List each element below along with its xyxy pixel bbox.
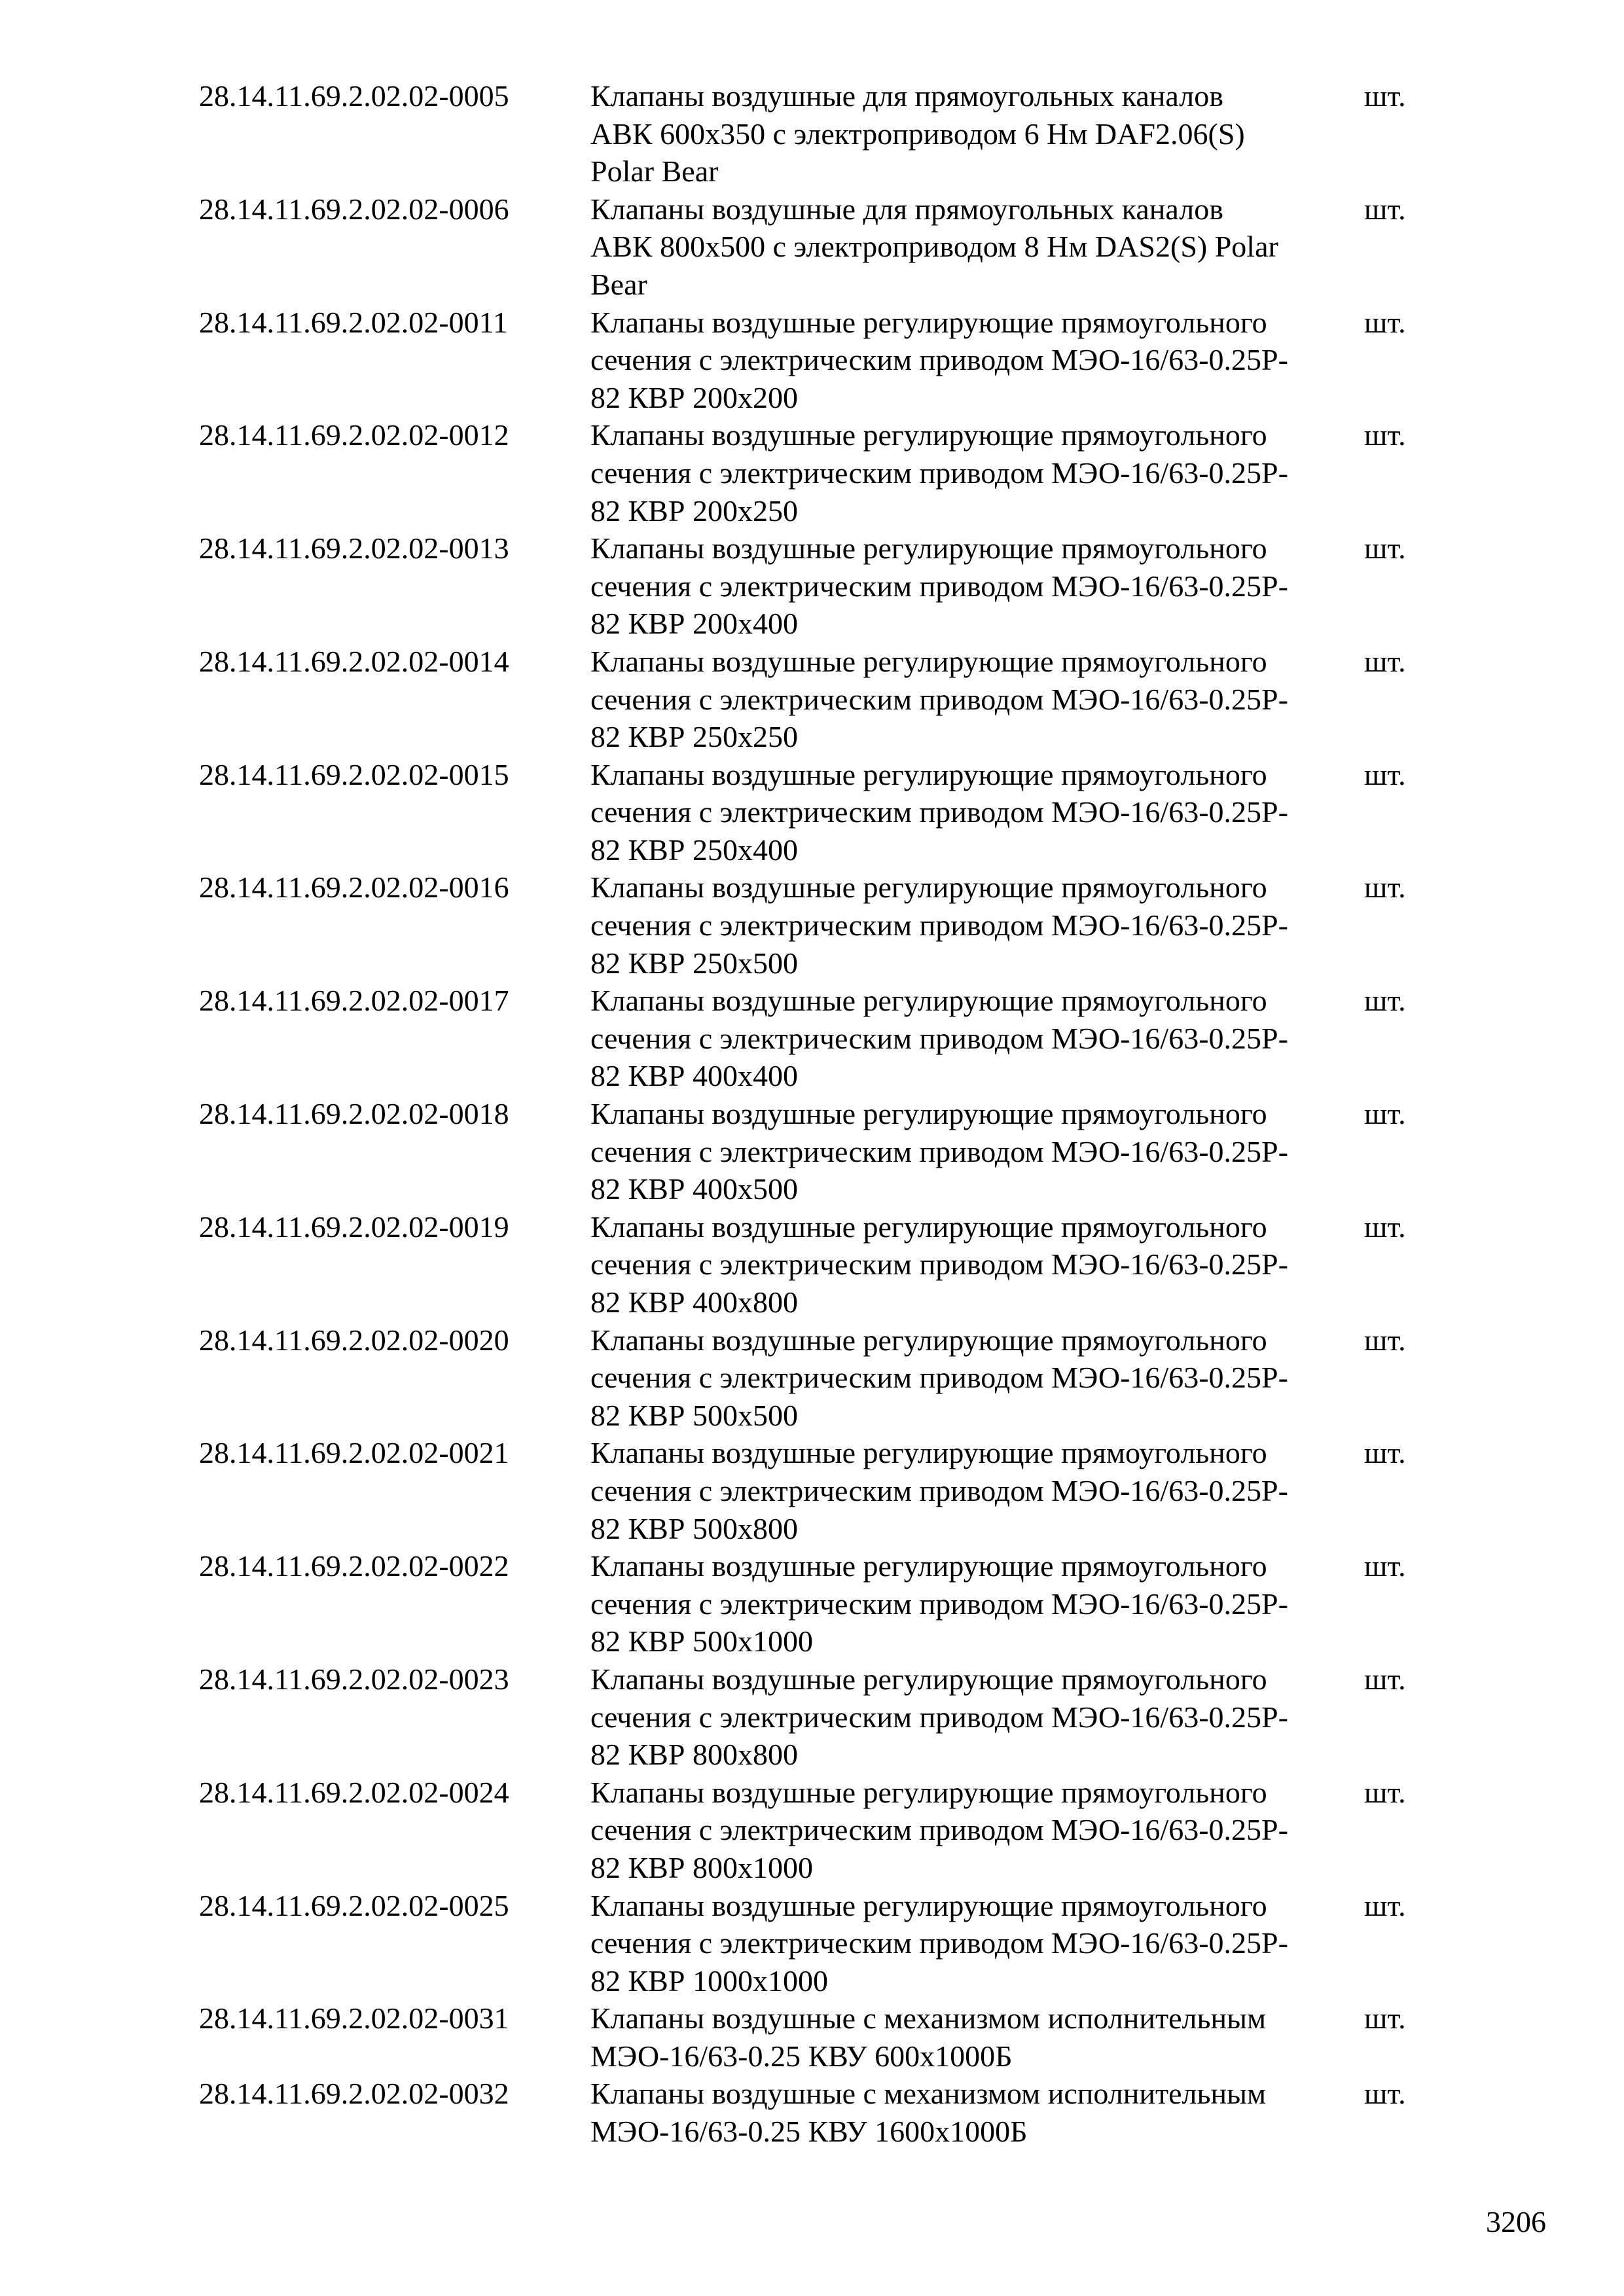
resource-name: Клапаны воздушные регулирующие прямоугольного сечения с электрическим приводом МЭО-16/63-0.25Р- 82 КВР 400х500	[590, 1097, 1288, 1206]
resource-name: Клапаны воздушные регулирующие прямоугольного сечения с электрическим приводом МЭО-16/63-0.25Р- 82 КВР 200х250	[590, 418, 1288, 528]
unit-of-measure: шт.	[1364, 1775, 1406, 1809]
resource-code: 28.14.11.69.2.02.02-0032	[199, 2077, 509, 2111]
list-item	[199, 2000, 1430, 2075]
list-item	[199, 190, 1430, 304]
resource-code: 28.14.11.69.2.02.02-0005	[199, 79, 509, 113]
resource-name: Клапаны воздушные регулирующие прямоугольного сечения с электрическим приводом МЭО-16/63-0.25Р- 82 КВР 500х800	[590, 1436, 1288, 1545]
list-item	[199, 982, 1430, 1095]
list-item	[199, 1547, 1430, 1660]
list-item	[199, 869, 1430, 982]
list-item	[199, 1321, 1430, 1435]
unit-of-measure: шт.	[1364, 2077, 1406, 2111]
resource-code: 28.14.11.69.2.02.02-0014	[199, 644, 509, 678]
unit-of-measure: шт.	[1364, 1097, 1406, 1131]
page-number: 3206	[1486, 2205, 1546, 2238]
unit-of-measure: шт.	[1364, 418, 1406, 452]
resource-code: 28.14.11.69.2.02.02-0022	[199, 1549, 509, 1583]
list-item	[199, 529, 1430, 643]
resource-name: Клапаны воздушные регулирующие прямоугольного сечения с электрическим приводом МЭО-16/63-0.25Р- 82 КВР 1000х1000	[590, 1888, 1288, 1998]
resource-name: Клапаны воздушные с механизмом исполнительным МЭО-16/63-0.25 КВУ 600х1000Б	[590, 2001, 1267, 2073]
resource-name: Клапаны воздушные для прямоугольных каналов АВК 600х350 с электроприводом 6 Нм DAF2.06(S) Polar Bear	[590, 79, 1245, 188]
unit-of-measure: шт.	[1364, 1436, 1406, 1470]
resource-name: Клапаны воздушные регулирующие прямоугольного сечения с электрическим приводом МЭО-16/63-0.25Р- 82 КВР 200х200	[590, 305, 1288, 414]
resource-code: 28.14.11.69.2.02.02-0021	[199, 1436, 509, 1470]
list-item	[199, 756, 1430, 869]
unit-of-measure: шт.	[1364, 1549, 1406, 1583]
list-item	[199, 416, 1430, 529]
resource-name: Клапаны воздушные регулирующие прямоугольного сечения с электрическим приводом МЭО-16/63-0.25Р- 82 КВР 200х400	[590, 531, 1288, 641]
unit-of-measure: шт.	[1364, 531, 1406, 565]
resource-code: 28.14.11.69.2.02.02-0012	[199, 418, 509, 452]
list-item	[199, 1208, 1430, 1321]
unit-of-measure: шт.	[1364, 1888, 1406, 1922]
list-item	[199, 77, 1430, 190]
list-item	[199, 2075, 1430, 2150]
resource-code: 28.14.11.69.2.02.02-0024	[199, 1775, 509, 1809]
resource-code: 28.14.11.69.2.02.02-0018	[199, 1097, 509, 1131]
list-item	[199, 1434, 1430, 1547]
resource-code: 28.14.11.69.2.02.02-0016	[199, 870, 509, 905]
list-item	[199, 1774, 1430, 1887]
resource-name: Клапаны воздушные регулирующие прямоугольного сечения с электрическим приводом МЭО-16/63-0.25Р- 82 КВР 250х400	[590, 757, 1288, 867]
unit-of-measure: шт.	[1364, 1210, 1406, 1244]
resource-code: 28.14.11.69.2.02.02-0015	[199, 757, 509, 791]
resource-code: 28.14.11.69.2.02.02-0031	[199, 2001, 509, 2036]
resource-name: Клапаны воздушные регулирующие прямоугольного сечения с электрическим приводом МЭО-16/63-0.25Р- 82 КВР 400х400	[590, 984, 1288, 1093]
list-item	[199, 1660, 1430, 1774]
unit-of-measure: шт.	[1364, 757, 1406, 791]
list-item	[199, 304, 1430, 417]
unit-of-measure: шт.	[1364, 870, 1406, 905]
unit-of-measure: шт.	[1364, 1662, 1406, 1696]
unit-of-measure: шт.	[1364, 644, 1406, 678]
resource-code: 28.14.11.69.2.02.02-0006	[199, 192, 509, 226]
resource-name: Клапаны воздушные регулирующие прямоугольного сечения с электрическим приводом МЭО-16/63-0.25Р- 82 КВР 800х1000	[590, 1775, 1288, 1884]
resource-code: 28.14.11.69.2.02.02-0020	[199, 1323, 509, 1357]
list-item	[199, 1887, 1430, 2000]
unit-of-measure: шт.	[1364, 192, 1406, 226]
unit-of-measure: шт.	[1364, 984, 1406, 1018]
list-item	[199, 643, 1430, 756]
resource-code: 28.14.11.69.2.02.02-0013	[199, 531, 509, 565]
unit-of-measure: шт.	[1364, 1323, 1406, 1357]
resource-code: 28.14.11.69.2.02.02-0017	[199, 984, 509, 1018]
unit-of-measure: шт.	[1364, 305, 1406, 339]
resource-code: 28.14.11.69.2.02.02-0025	[199, 1888, 509, 1922]
resource-code: 28.14.11.69.2.02.02-0023	[199, 1662, 509, 1696]
resource-name: Клапаны воздушные регулирующие прямоугольного сечения с электрическим приводом МЭО-16/63-0.25Р- 82 КВР 800х800	[590, 1662, 1288, 1772]
resource-name: Клапаны воздушные с механизмом исполнительным МЭО-16/63-0.25 КВУ 1600х1000Б	[590, 2077, 1267, 2149]
resource-name: Клапаны воздушные регулирующие прямоугольного сечения с электрическим приводом МЭО-16/63-0.25Р- 82 КВР 400х800	[590, 1210, 1288, 1319]
resource-name: Клапаны воздушные для прямоугольных каналов АВК 800х500 с электроприводом 8 Нм DAS2(S) Polar Bear	[590, 192, 1278, 301]
resource-name: Клапаны воздушные регулирующие прямоугольного сечения с электрическим приводом МЭО-16/63-0.25Р- 82 КВР 250х250	[590, 644, 1288, 754]
resource-name: Клапаны воздушные регулирующие прямоугольного сечения с электрическим приводом МЭО-16/63-0.25Р- 82 КВР 500х1000	[590, 1549, 1288, 1659]
unit-of-measure: шт.	[1364, 79, 1406, 113]
resource-name: Клапаны воздушные регулирующие прямоугольного сечения с электрическим приводом МЭО-16/63-0.25Р- 82 КВР 500х500	[590, 1323, 1288, 1432]
resource-list	[199, 77, 1430, 2151]
unit-of-measure: шт.	[1364, 2001, 1406, 2036]
resource-code: 28.14.11.69.2.02.02-0011	[199, 305, 508, 339]
resource-name: Клапаны воздушные регулирующие прямоугольного сечения с электрическим приводом МЭО-16/63-0.25Р- 82 КВР 250х500	[590, 870, 1288, 980]
list-item	[199, 1095, 1430, 1208]
resource-code: 28.14.11.69.2.02.02-0019	[199, 1210, 509, 1244]
